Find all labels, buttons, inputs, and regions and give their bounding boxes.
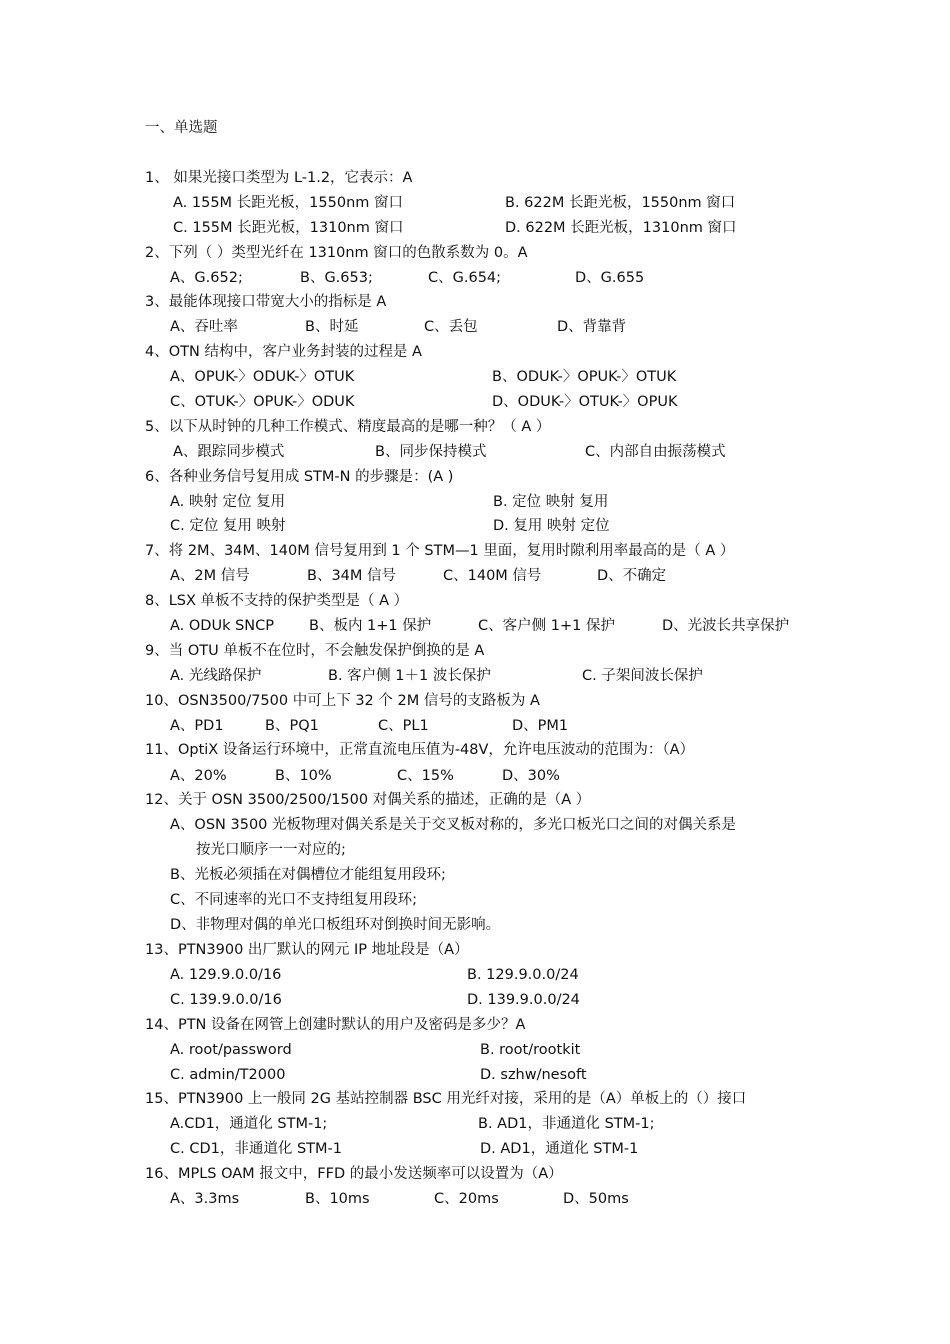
question-14-stem: 14、PTN 设备在网管上创建时默认的用户及密码是多少？A (145, 1017, 526, 1033)
question-11-stem: 11、OptiX 设备运行环境中，正常直流电压值为-48V，允许电压波动的范围为：（A） (145, 742, 695, 758)
question-16-stem: 16、MPLS OAM 报文中，FFD 的最小发送频率可以设置为（A） (145, 1166, 563, 1182)
section-title: 一、单选题 (145, 120, 218, 136)
question-10-option-c: C、PL1 (378, 718, 429, 734)
question-2-option-b: B、G.653; (300, 270, 373, 286)
question-1-option-b: B. 622M 长距光板，1550nm 窗口 (505, 195, 736, 211)
question-8-stem: 8、LSX 单板不支持的保护类型是（ A ） (145, 593, 409, 609)
question-6-option-a: A. 映射 定位 复用 (170, 494, 286, 510)
question-3-option-b: B、时延 (305, 319, 359, 335)
question-12-option-a-continued: 按光口顺序一一对应的; (196, 842, 346, 858)
question-16-option-c: C、20ms (434, 1191, 499, 1207)
question-13-option-c: C. 139.9.0.0/16 (170, 992, 282, 1008)
question-4-option-d: D、ODUK-〉OTUK-〉OPUK (492, 394, 678, 410)
question-9-stem: 9、当 OTU 单板不在位时，不会触发保护倒换的是 A (145, 643, 485, 659)
question-1-option-d: D. 622M 长距光板，1310nm 窗口 (505, 220, 737, 236)
question-7-option-c: C、140M 信号 (443, 568, 542, 584)
question-4-option-b: B、ODUK-〉OPUK-〉OTUK (492, 369, 677, 385)
question-15-option-d: D. AD1，通道化 STM-1 (480, 1141, 639, 1157)
question-7-stem: 7、将 2M、34M、140M 信号复用到 1 个 STM—1 里面，复用时隙利用率最高的是（ A ） (145, 543, 735, 559)
question-12-option-b: B、光板必须插在对偶槽位才能组复用段环; (170, 867, 446, 883)
question-2-option-c: C、G.654; (428, 270, 502, 286)
question-9-option-c: C. 子架间波长保护 (582, 668, 703, 684)
question-15-stem: 15、PTN3900 上一般同 2G 基站控制器 BSC 用光纤对接，采用的是（A）单板上的（）接口 (145, 1091, 747, 1107)
question-13-option-a: A. 129.9.0.0/16 (170, 967, 282, 983)
question-16-option-d: D、50ms (563, 1191, 629, 1207)
question-11-option-a: A、20% (170, 768, 227, 784)
question-11-option-d: D、30% (502, 768, 560, 784)
question-10-option-a: A、PD1 (170, 718, 224, 734)
question-8-option-c: C、客户侧 1+1 保护 (478, 618, 615, 634)
question-5-option-b: B、同步保持模式 (375, 444, 487, 460)
question-12-option-a: A、OSN 3500 光板物理对偶关系是关于交叉板对称的，多光口板光口之间的对偶关系是 (170, 817, 736, 833)
question-12-stem: 12、关于 OSN 3500/2500/1500 对偶关系的描述，正确的是（A ） (145, 792, 591, 808)
question-2-option-d: D、G.655 (575, 270, 645, 286)
question-4-stem: 4、OTN 结构中，客户业务封装的过程是 A (145, 344, 422, 360)
question-3-option-c: C、丢包 (424, 319, 478, 335)
question-1-option-c: C. 155M 长距光板，1310nm 窗口 (173, 220, 404, 236)
question-16-option-a: A、3.3ms (170, 1191, 240, 1207)
question-16-option-b: B、10ms (305, 1191, 370, 1207)
question-10-option-d: D、PM1 (512, 718, 569, 734)
question-5-option-a: A、跟踪同步模式 (173, 444, 285, 460)
question-12-option-d: D、非物理对偶的单光口板组环对倒换时间无影响。 (170, 917, 501, 933)
question-8-option-a: A. ODUk SNCP (170, 618, 274, 634)
question-3-option-a: A、吞吐率 (170, 319, 238, 335)
question-15-option-b: B. AD1，非通道化 STM-1; (478, 1116, 655, 1132)
question-1-stem: 1、 如果光接口类型为 L-1.2，它表示：A (145, 170, 413, 186)
question-13-stem: 13、PTN3900 出厂默认的网元 IP 地址段是（A） (145, 942, 469, 958)
question-12-option-c: C、不同速率的光口不支持组复用段环; (170, 892, 418, 908)
question-4-option-a: A、OPUK-〉ODUK-〉OTUK (170, 369, 355, 385)
question-10-stem: 10、OSN3500/7500 中可上下 32 个 2M 信号的支路板为 A (145, 693, 540, 709)
question-3-option-d: D、背靠背 (557, 319, 627, 335)
question-9-option-a: A. 光线路保护 (170, 668, 262, 684)
question-9-option-b: B. 客户侧 1＋1 波长保护 (328, 668, 491, 684)
question-15-option-c: C. CD1，非通道化 STM-1 (170, 1141, 342, 1157)
question-13-option-d: D. 139.9.0.0/24 (467, 992, 580, 1008)
question-7-option-a: A、2M 信号 (170, 568, 250, 584)
question-3-stem: 3、最能体现接口带宽大小的指标是 A (145, 294, 387, 310)
question-11-option-c: C、15% (397, 768, 454, 784)
question-4-option-c: C、OTUK-〉OPUK-〉ODUK (170, 394, 355, 410)
question-2-stem: 2、下列（ ）类型光纤在 1310nm 窗口的色散系数为 0。A (145, 245, 528, 261)
question-14-option-a: A. root/password (170, 1042, 292, 1058)
question-11-option-b: B、10% (275, 768, 332, 784)
question-8-option-b: B、板内 1+1 保护 (309, 618, 432, 634)
question-8-option-d: D、光波长共享保护 (662, 618, 790, 634)
question-5-option-c: C、内部自由振荡模式 (585, 444, 726, 460)
question-14-option-c: C. admin/T2000 (170, 1067, 286, 1083)
question-6-option-d: D. 复用 映射 定位 (493, 518, 610, 534)
question-13-option-b: B. 129.9.0.0/24 (467, 967, 579, 983)
question-6-option-b: B. 定位 映射 复用 (493, 494, 609, 510)
question-1-option-a: A. 155M 长距光板，1550nm 窗口 (173, 195, 404, 211)
question-15-option-a: A.CD1，通道化 STM-1; (170, 1116, 328, 1132)
question-2-option-a: A、G.652; (170, 270, 243, 286)
question-6-option-c: C. 定位 复用 映射 (170, 518, 286, 534)
question-7-option-b: B、34M 信号 (307, 568, 397, 584)
question-14-option-b: B. root/rootkit (480, 1042, 581, 1058)
question-5-stem: 5、以下从时钟的几种工作模式、精度最高的是哪一种？（ A ） (145, 419, 551, 435)
question-6-stem: 6、各种业务信号复用成 STM-N 的步骤是：(A ) (145, 469, 454, 485)
question-7-option-d: D、不确定 (597, 568, 667, 584)
question-14-option-d: D. szhw/nesoft (480, 1067, 587, 1083)
question-10-option-b: B、PQ1 (265, 718, 319, 734)
